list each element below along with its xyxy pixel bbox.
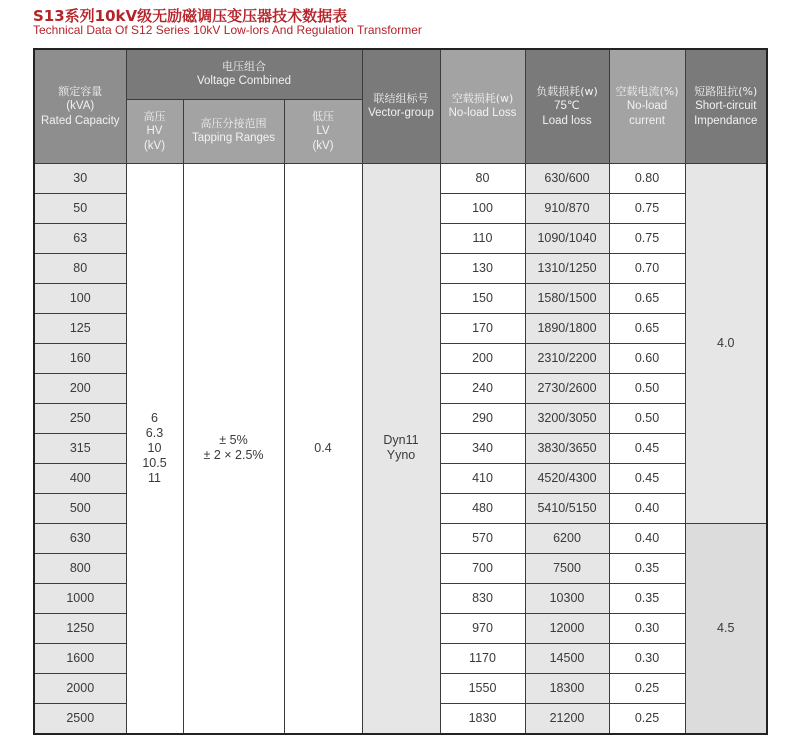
cell-no-load-loss: 290 <box>440 403 525 433</box>
cell-load-loss: 3830/3650 <box>525 433 609 463</box>
cell-current: 0.50 <box>609 373 685 403</box>
cell-load-loss: 2310/2200 <box>525 343 609 373</box>
cell-no-load-loss: 130 <box>440 253 525 283</box>
cell-no-load-loss: 1550 <box>440 673 525 703</box>
cell-current: 0.65 <box>609 283 685 313</box>
hv-value: 10.5 <box>142 455 167 470</box>
vector-value: Yyno <box>386 448 416 462</box>
cell-load-loss: 18300 <box>525 673 609 703</box>
cell-no-load-loss: 1170 <box>440 643 525 673</box>
cell-load-loss: 7500 <box>525 553 609 583</box>
tapping-value: ± 2 × 2.5% <box>203 448 264 462</box>
header-text: Voltage Combined <box>197 75 291 88</box>
header-text: 低压 <box>312 109 334 123</box>
cell-capacity: 2000 <box>34 673 126 703</box>
header-text: 空载损耗(w) <box>451 92 514 106</box>
table-row <box>34 163 767 193</box>
cell-tapping-values <box>183 163 284 734</box>
cell-capacity: 200 <box>34 373 126 403</box>
header-rated-capacity <box>34 49 126 163</box>
cell-no-load-loss: 240 <box>440 373 525 403</box>
cell-vector-group <box>362 163 440 734</box>
header-text: 空载电流(%) <box>615 84 679 98</box>
header-text: Vector-group <box>368 107 434 120</box>
header-text: (kV) <box>312 139 334 152</box>
cell-current: 0.60 <box>609 343 685 373</box>
cell-no-load-loss: 170 <box>440 313 525 343</box>
cell-current: 0.45 <box>609 463 685 493</box>
cell-no-load-loss: 410 <box>440 463 525 493</box>
header-text: Short-circuit <box>695 99 757 112</box>
header-text: Impendance <box>694 114 758 127</box>
cell-no-load-loss: 570 <box>440 523 525 553</box>
header-text: LV <box>316 124 330 137</box>
header-text: 额定容量 <box>58 84 103 98</box>
header-hv <box>126 99 183 163</box>
header-impedance <box>685 49 767 163</box>
cell-load-loss: 3200/3050 <box>525 403 609 433</box>
cell-lv-value: 0.4 <box>284 163 362 734</box>
header-text: (kVA) <box>66 99 95 112</box>
page-title-cn: S13系列10kV级无励磁调压变压器技术数据表 <box>33 7 348 25</box>
cell-current: 0.80 <box>609 163 685 193</box>
page-title-en: Technical Data Of S12 Series 10kV Low-lors And Regulation Transformer <box>33 23 422 37</box>
cell-current: 0.45 <box>609 433 685 463</box>
cell-load-loss: 630/600 <box>525 163 609 193</box>
header-text: No-load <box>626 99 668 112</box>
header-text: 电压组合 <box>222 60 266 74</box>
cell-capacity: 1600 <box>34 643 126 673</box>
header-voltage-combined <box>126 49 362 99</box>
cell-capacity: 500 <box>34 493 126 523</box>
vector-value: Dyn11 <box>383 433 419 447</box>
header-no-load-loss <box>440 49 525 163</box>
cell-capacity: 800 <box>34 553 126 583</box>
cell-capacity: 63 <box>34 223 126 253</box>
header-text: Load loss <box>542 114 592 127</box>
cell-capacity: 400 <box>34 463 126 493</box>
header-vector-group <box>362 49 440 163</box>
cell-load-loss: 12000 <box>525 613 609 643</box>
header-load-loss <box>525 49 609 163</box>
cell-current: 0.35 <box>609 553 685 583</box>
cell-no-load-loss: 150 <box>440 283 525 313</box>
cell-capacity: 160 <box>34 343 126 373</box>
cell-no-load-loss: 830 <box>440 583 525 613</box>
cell-hv-values <box>126 163 183 734</box>
cell-load-loss: 1580/1500 <box>525 283 609 313</box>
header-text: Rated Capacity <box>40 114 120 127</box>
header-text: 75℃ <box>554 99 580 112</box>
cell-current: 0.30 <box>609 613 685 643</box>
cell-capacity: 2500 <box>34 703 126 734</box>
cell-load-loss: 2730/2600 <box>525 373 609 403</box>
cell-current: 0.35 <box>609 583 685 613</box>
cell-load-loss: 910/870 <box>525 193 609 223</box>
cell-load-loss: 14500 <box>525 643 609 673</box>
cell-capacity: 125 <box>34 313 126 343</box>
cell-capacity: 315 <box>34 433 126 463</box>
cell-current: 0.50 <box>609 403 685 433</box>
cell-capacity: 80 <box>34 253 126 283</box>
tapping-value: ± 5% <box>219 433 248 447</box>
header-tapping-ranges <box>183 99 284 163</box>
cell-capacity: 250 <box>34 403 126 433</box>
header-text: 联结组标号 <box>373 92 429 106</box>
cell-current: 0.65 <box>609 313 685 343</box>
cell-capacity: 50 <box>34 193 126 223</box>
header-text: No-load Loss <box>448 107 517 120</box>
cell-load-loss: 4520/4300 <box>525 463 609 493</box>
cell-load-loss: 5410/5150 <box>525 493 609 523</box>
cell-current: 0.75 <box>609 193 685 223</box>
cell-no-load-loss: 110 <box>440 223 525 253</box>
cell-no-load-loss: 700 <box>440 553 525 583</box>
cell-current: 0.75 <box>609 223 685 253</box>
cell-current: 0.70 <box>609 253 685 283</box>
header-text: 高压分接范围 <box>200 117 267 130</box>
cell-load-loss: 1090/1040 <box>525 223 609 253</box>
header-text: (kV) <box>143 139 166 152</box>
header-text: current <box>629 114 665 127</box>
header-no-load-current <box>609 49 685 163</box>
spec-table <box>33 48 768 735</box>
cell-load-loss: 1890/1800 <box>525 313 609 343</box>
cell-no-load-loss: 1830 <box>440 703 525 734</box>
cell-current: 0.25 <box>609 703 685 734</box>
cell-current: 0.40 <box>609 493 685 523</box>
header-text: 高压 <box>143 109 166 123</box>
cell-impedance-group1: 4.0 <box>685 163 767 523</box>
cell-impedance-group2: 4.5 <box>685 523 767 734</box>
cell-load-loss: 21200 <box>525 703 609 734</box>
cell-capacity: 30 <box>34 163 126 193</box>
hv-value: 11 <box>148 470 161 485</box>
cell-current: 0.25 <box>609 673 685 703</box>
header-text: Tapping Ranges <box>191 132 276 144</box>
cell-capacity: 1000 <box>34 583 126 613</box>
cell-current: 0.30 <box>609 643 685 673</box>
cell-load-loss: 10300 <box>525 583 609 613</box>
cell-load-loss: 1310/1250 <box>525 253 609 283</box>
cell-load-loss: 6200 <box>525 523 609 553</box>
hv-value: 6 <box>151 410 158 425</box>
cell-capacity: 1250 <box>34 613 126 643</box>
hv-value: 6.3 <box>145 425 164 440</box>
header-text: 短路阻抗(%) <box>694 84 758 98</box>
cell-no-load-loss: 970 <box>440 613 525 643</box>
header-text: HV <box>146 124 163 137</box>
hv-value: 10 <box>147 440 162 455</box>
header-lv <box>284 99 362 163</box>
cell-no-load-loss: 80 <box>440 163 525 193</box>
cell-no-load-loss: 340 <box>440 433 525 463</box>
header-text: 负载损耗(w) <box>536 84 598 98</box>
cell-capacity: 100 <box>34 283 126 313</box>
cell-capacity: 630 <box>34 523 126 553</box>
cell-no-load-loss: 200 <box>440 343 525 373</box>
cell-no-load-loss: 480 <box>440 493 525 523</box>
cell-no-load-loss: 100 <box>440 193 525 223</box>
cell-current: 0.40 <box>609 523 685 553</box>
